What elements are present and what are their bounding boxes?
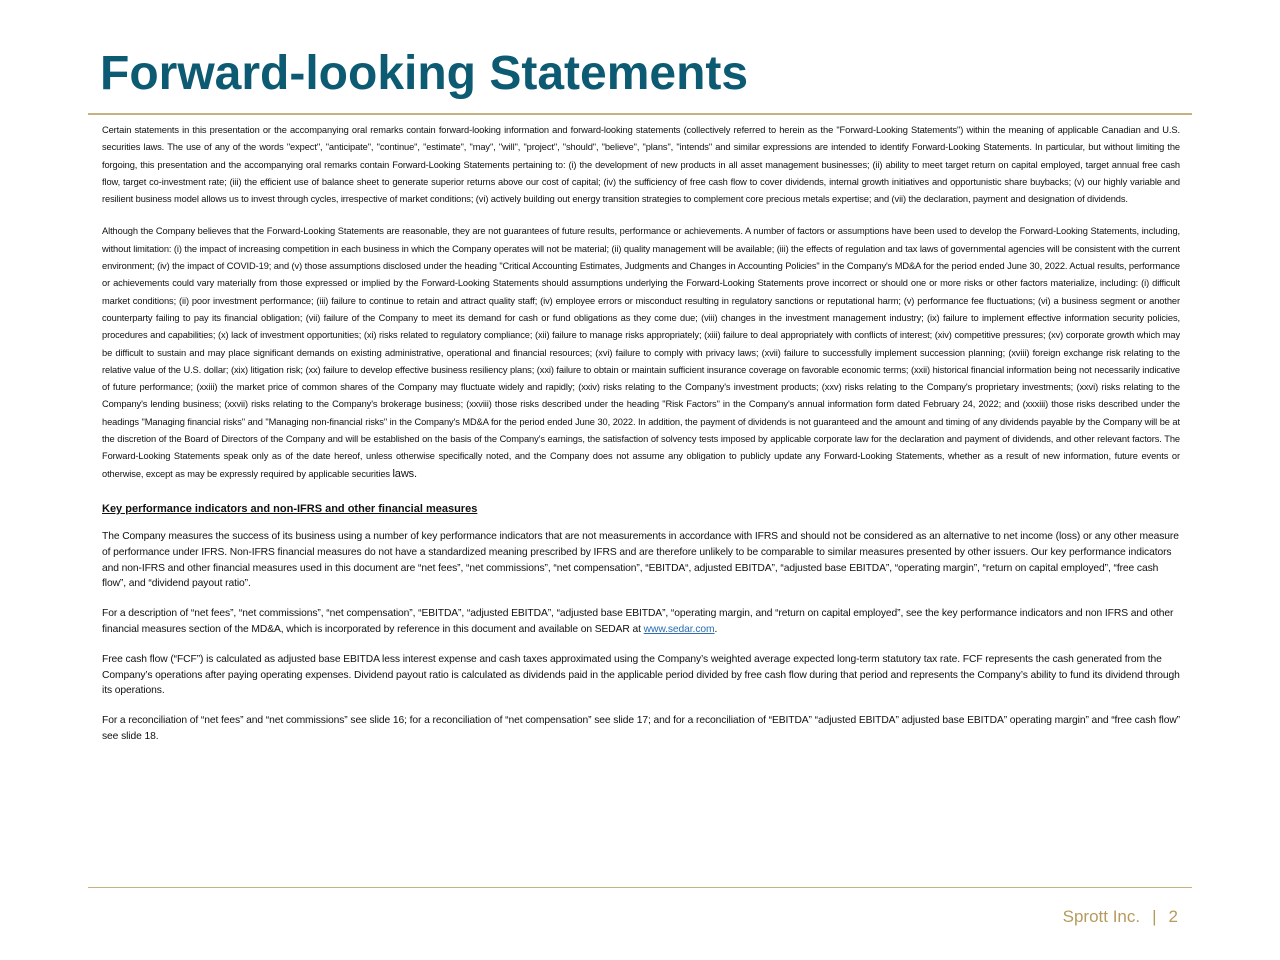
kpi-paragraph-4: For a reconciliation of “net fees” and “net commissions” see slide 16; for a reconciliation of “net compensation” see slide 17; and for a reconciliation of “EBITDA” “adjusted EBITDA” adjusted base EBITDA” operating margin” and “free cash flow” see slide 18.: [102, 715, 1180, 742]
kpi-paragraph-2-text: For a description of “net fees”, “net commissions”, “net compensation”, “EBITDA”, “adjusted EBITDA”, “adjusted base EBITDA”, “operating margin, and “return on capital employed”, see the key performance indicators and non IFRS and other financial measures section of the MD&A, which is incorporated by reference in this document and available on SEDAR at: [102, 608, 1174, 635]
forward-looking-paragraph-2-text: Although the Company believes that the Forward-Looking Statements are reasonable, they are not guarantees of future results, performance or achievements. A number of factors or assumptions have been used to develop the Forward-Looking Statements, including, without limitation: (i) the impact of increasing competition in each business in which the Company operates will not be material; (ii) quality management will be available; (iii) the effects of regulation and tax laws of governmental agencies will be consistent with the current environment; (iv) the impact of COVID-19; and (v) those assumptions disclosed under the heading "Critical Accounting Estimates, Judgments and Changes in Accounting Policies" in the Company's MD&A for the period ended June 30, 2022. Actual results, performance or achievements could vary materially from those expressed or implied by the Forward-Looking Statements should assumptions underlying the Forward-Looking Statements prove incorrect or should one or more risks or other factors materialize, including: (i) difficult market conditions; (ii) poor investment performance; (iii) failure to continue to retain and attract quality staff; (iv) employee errors or misconduct resulting in regulatory sanctions or reputational harm; (v) performance fee fluctuations; (vi) a business segment or another counterparty failing to pay its financial obligation; (vii) failure of the Company to meet its demand for cash or fund obligations as they come due; (viii) changes in the investment management industry; (ix) failure to implement effective information security policies, procedures and capabilities; (x) lack of investment opportunities; (xi) risks related to regulatory compliance; (xii) failure to manage risks appropriately; (xiii) failure to deal appropriately with conflicts of interest; (xiv) competitive pressures; (xv) corporate growth which may be difficult to sustain and may place significant demands on existing administrative, operational and financial resources; (xvi) failure to comply with privacy laws; (xvii) failure to successfully implement succession planning; (xviii) foreign exchange risk relating to the relative value of the U.S. dollar; (xix) litigation risk; (xx) failure to develop effective business resiliency plans; (xxi) failure to obtain or maintain sufficient insurance coverage on favorable economic terms; (xxii) historical financial information being not necessarily indicative of future performance; (xxiii) the market price of common shares of the Company may fluctuate widely and rapidly; (xxiv) risks relating to the Company's investment products; (xxv) risks relating to the Company's proprietary investments; (xxvi) risks relating to the Company's lending business; (xxvii) risks relating to the Company's brokerage business; (xxviii) those risks described under the heading "Risk Factors" in the Company's annual information form dated February 24, 2022; and (xxxiii) those risks described under the headings "Managing financial risks" and "Managing non-financial risks" in the Company's MD&A for the period ended June 30, 2022. In addition, the payment of dividends is not guaranteed and the amount and timing of any dividends payable by the Company will be at the discretion of the Board of Directors of the Company and will be established on the basis of the Company's earnings, the satisfaction of solvency tests imposed by applicable corporate law for the declaration and payment of dividends, and other relevant factors. The Forward-Looking Statements speak only as of the date hereof, unless otherwise specifically noted, and the Company does not assume any obligation to publicly update any Forward-Looking Statements, whether as a result of new information, future events or otherwise, except as may be expressly required by applicable securities: [102, 226, 1180, 479]
title-divider: [88, 113, 1192, 115]
footer-company: Sprott Inc.: [1062, 907, 1141, 926]
kpi-section-heading: Key performance indicators and non-IFRS and other financial measures: [102, 502, 478, 515]
forward-looking-paragraph-2-end: laws.: [392, 467, 418, 480]
kpi-paragraph-2: [102, 606, 1180, 638]
sedar-link[interactable]: www.sedar.com: [643, 623, 715, 635]
kpi-paragraph-3: Free cash flow (“FCF”) is calculated as adjusted base EBITDA less interest expense and cash taxes approximated using the Company’s weighted average expected long-term statutory tax rate. FCF represents the cash generated from the Company’s operations after paying operating expenses. Dividend payout ratio is calculated as dividends paid in the applicable period divided by free cash flow during that period and represents the Company’s ability to fund its dividend through its operations.: [102, 653, 1180, 697]
page-number: 2: [1168, 907, 1178, 926]
footer: [1063, 905, 1178, 929]
footer-divider: [88, 887, 1192, 888]
kpi-paragraph-1: The Company measures the success of its business using a number of key performance indicators that are not measurements in accordance with IFRS and should not be considered as an alternative to net income (loss) or any other measure of performance under IFRS. Non-IFRS financial measures do not have a standardized meaning prescribed by IFRS and are therefore unlikely to be comparable to similar measures presented by other issuers. Our key performance indicators and non-IFRS and other financial measures used in this document are “net fees”, “net commissions”, “net compensation”, “EBITDA“, adjusted EBITDA”, “adjusted base EBITDA”, “operating margin”, “return on capital employed”, “free cash flow”, and “dividend payout ratio”.: [102, 530, 1179, 590]
forward-looking-paragraph-1: Certain statements in this presentation or the accompanying oral remarks contain forward-looking information and forward-looking statements (collectively referred to herein as the "Forward-Looking Statements") within the meaning of applicable Canadian and U.S. securities laws. The use of any of the words "expect", "anticipate", "continue", "estimate", "may", "will", "project", "should", "believe", "plans", "intends" and similar expressions are intended to identify Forward-Looking Statements. In particular, but without limiting the forgoing, this presentation and the accompanying oral remarks contain Forward-Looking Statements pertaining to: (i) the development of new products in all asset management businesses; (ii) ability to meet target return on capital employed, target annual free cash flow, target co-investment rate; (iii) the efficient use of balance sheet to generate superior returns above our cost of capital; (iv) the sufficiency of free cash flow to cover dividends, internal growth initiatives and opportunistic share buybacks; (v) our highly variable and resilient business model allows us to invest through cycles, irrespective of market conditions; (vi) actively building out energy transition strategies to complement core precious metals expertise; and (vii) the declaration, payment and designation of dividends.: [102, 125, 1180, 205]
kpi-paragraph-2-end: .: [714, 623, 718, 635]
page-title: Forward-looking Statements: [100, 47, 749, 100]
forward-looking-paragraph-2: [102, 223, 1180, 482]
slide-body: [102, 122, 1180, 745]
footer-separator: |: [1152, 907, 1157, 926]
